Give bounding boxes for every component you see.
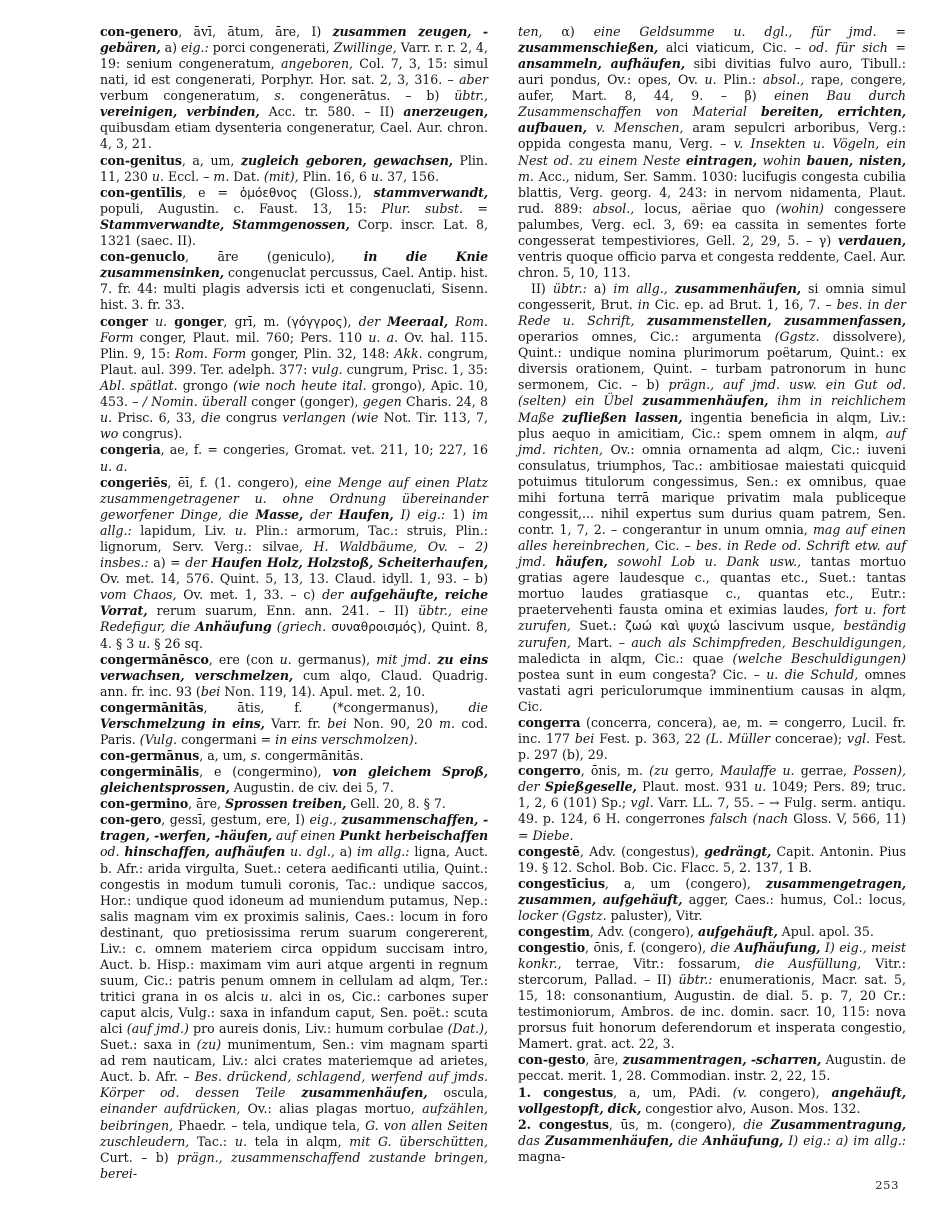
dictionary-entry: congerra (concerra, concera), ae, m. = congerro, Lucil. fr. inc. 177 bei Fest. p. 363, 22 (L. Müller concerae); vgl. Fest. p. 297 (b), 29. (518, 715, 906, 763)
dictionary-entry: con-gentīlis, e = ὁμόεθνος (Gloss.), stammverwandt, populi, Augustin. c. Faust. 13, 15: Plur. subst. = Stammverwandte, Stammgenossen, Corp. inscr. Lat. 8, 1321 (saec. II). (100, 184, 488, 249)
dictionary-entry: congerro, ōnis, m. (zu gerro, Maulaffe u. gerrae, Possen), der Spießgeselle, Plaut. most. 931 u. 1049; Pers. 89; truc. 1, 2, 6 (101) Sp.; vgl. Varr. LL. 7, 55. – → Fulg. serm. antiqu. 49. p. 124, 6 H. congerrones falsch (nach Gloss. V, 566, 11) = Diebe. (518, 763, 906, 843)
dictionary-entry: congerminālis, e (congermino), von gleichem Sproß, gleichentsprossen, Augustin. de civ. dei 5, 7. (100, 764, 488, 796)
dictionary-entry: congermānēsco, ere (con u. germanus), mit jmd. zu eins verwachsen, verschmelzen, cum alqo, Claud. Quadrig. ann. fr. inc. 93 (bei Non. 119, 14). Apul. met. 2, 10. (100, 651, 489, 699)
dictionary-entry: con-germino, āre, Sprossen treiben, Gell. 20, 8. § 7. (100, 796, 446, 812)
dictionary-entry: congestio, ōnis, f. (congero), die Aufhäufung, I) eig., meist konkr., terrae, Vitr.: fossarum, die Ausfüllung, Vitr.: stercorum, Pallad. – II) übtr.: enumerationis, Macr. sat. 5, 15, 18: consonantium, Augustin. de dial. 5. p. 7, 20 Cr.: testimoniorum, Ambros. de inc. domin. sacr. 10, 115: nova prorsus fuit honorum deferendorum et insperata congestio, Mamert. grat. act. 22, 3. (518, 939, 907, 1052)
dictionary-entry: con-gero, gessī, gestum, ere, I) eig., zusammenschaffen, -tragen, -werfen, -häufen, auf einen Punkt herbeischaffen od. hinschaffen, aufhäufen u. dgl., a) im allg.: ligna, Auct. b. Afr.: arida virgulta, Suet.: cetera aedificanti utilia, Quint.: congestis in modum tumuli coronis, Tac.: undique saccos, Hor.: undique quod idoneum ad muniendum putamus, Nep.: salis magnam vim ex proximis salinis, Caes.: locum in foro destinant, quo pretiosissima rerum suarum congererent, Liv.: c. omnem materiem circa oppidum succisam intro, Auct. b. Hisp.: maximam vim auri atque argenti in regnum suum, Cic.: patris penum omnem in cellulam ad alqm, Ter.: tritici grana in os alcis u. alci in os, Cic.: carbones super caput alcis, Vulg.: saxa in infandum caput, Sen. poët.: scuta alci (auf jmd.) pro aureis donis, Liv.: humum corbulae (Dat.), Suet.: saxa in (zu) munimentum, Sen.: vim magnam sparti ad rem nauticam, Liv.: alci crates materiemque ad arietes, Auct. b. Afr. – Bes. drückend, schlagend, werfend auf jmds. Körper od. dessen Teile zusammenhäufen, oscula, einander aufdrücken, Ov.: alias plagas mortuo, aufzählen, beibringen, Phaedr. – tela, undique tela, G. von allen Seiten zuschleudern, Tac.: u. tela in alqm, mit G. überschütten, Curt. – b) prägn., zusammenschaffend zustande bringen, berei- (100, 812, 489, 1181)
right-text-column (518, 24, 906, 1165)
page-number: 253 (875, 1178, 899, 1192)
dictionary-entry: conger u. gonger, grī, m. (γόγγρος), der Meeraal, Rom. Form conger, Plaut. mil. 760; Pers. 110 u. a. Ov. hal. 115. Plin. 9, 15: Rom. Form gonger, Plin. 32, 148: Akk. congrum, Plaut. aul. 399. Ter. adelph. 377: vulg. cungrum, Prisc. 1, 35: Abl. spätlat. grongo (wie noch heute ital. grongo), Apic. 10, 453. – / Nomin. überall conger (gonger), gegen Charis. 24, 8 u. Prisc. 6, 33, die congrus verlangen (wie Not. Tir. 113, 7, wo congrus). (100, 313, 489, 442)
dictionary-entry: ten, α) eine Geldsumme u. dgl., für jmd. = zusammenschießen, alci viaticum, Cic. – od. für sich = ansammeln, aufhäufen, sibi divitias fulvo auro, Tibull.: auri pondus, Ov.: opes, Ov. u. Plin.: absol., rape, congere, aufer, Mart. 8, 44, 9. – β) einen Bau durch Zusammenschaffen von Material bereiten, errichten, aufbauen, v. Menschen, aram sepulcri arboribus, Verg.: oppida congesta manu, Verg. – v. Insekten u. Vögeln, ein Nest od. zu einem Neste eintragen, wohin bauen, nisten, m. Acc., nidum, Ser. Samm. 1030: lucifugis congesta cubilia blattis, Verg. georg. 4, 243: in nervom nidamenta, Plaut. rud. 889: absol., locus, aëriae quo (wohin) congessere palumbes, Verg. ecl. 3, 69: ea cassita in sementes forte congesserat tempestiviores, Gell. 2, 29, 5. – γ) verdauen, ventris quoque officio parva et congesta reddente, Cael. Aur. chron. 5, 10, 113. (518, 24, 907, 280)
dictionary-entry: congestīcius, a, um (congero), zusammengetragen, zusammen, aufgehäuft, agger, Caes.: humus, Col.: locus, locker (Ggstz. paluster), Vitr. (518, 875, 906, 923)
dictionary-entry: 2. congestus, ūs, m. (congero), die Zusammentragung, das Zusammenhäufen, die Anhäufung, I) eig.: a) im allg.: magna- (518, 1116, 906, 1164)
left-text-column (100, 24, 488, 1182)
dictionary-entry: 1. congestus, a, um, PAdi. (v. congero), angehäuft, vollgestopft, dick, congestior alvo, Auson. Mos. 132. (518, 1084, 906, 1116)
dictionary-entry: congestim, Adv. (congero), aufgehäuft, Apul. apol. 35. (518, 923, 874, 939)
dictionary-entry: congestē, Adv. (congestus), gedrängt, Capit. Antonin. Pius 19. § 12. Schol. Bob. Cic. Flacc. 5, 2. 137, 1 B. (518, 843, 907, 875)
two-column-body (100, 24, 907, 1182)
dictionary-entry: con-genitus, a, um, zugleich geboren, gewachsen, Plin. 11, 230 u. Eccl. – m. Dat. (mit), Plin. 16, 6 u. 37, 156. (100, 152, 488, 184)
dictionary-entry: con-genero, āvī, ātum, āre, I) zusammen zeugen, -gebären, a) eig.: porci congenerati, Zwillinge, Varr. r. r. 2, 4, 19: senium congeneratum, angeboren, Col. 7, 3, 15: simul nati, id est congenerati, Porphyr. Hor. sat. 2, 3, 316. – aber verbum congeneratum, s. congenerātus. – b) übtr., vereinigen, verbinden, Acc. tr. 580. – II) anerzeugen, quibusdam etiam dysenteria congeneratur, Cael. Aur. chron. 4, 3, 21. (100, 24, 489, 152)
dictionary-entry: congeria, ae, f. = congeries, Gromat. vet. 211, 10; 227, 16 u. a. (100, 442, 488, 474)
dictionary-entry: con-genuclo, āre (geniculo), in die Knie zusammensinken, congenuclat percussus, Cael. Antip. hist. 7. fr. 44: multi plagis adversis icti et congenuclati, Sisenn. hist. 3. fr. 33. (100, 249, 488, 313)
dictionary-entry: congeriēs, ēī, f. (1. congero), eine Menge auf einen Platz zusammengetragener u. ohne Ordnung übereinander geworfener Dinge, die Masse, der Haufen, I) eig.: 1) im allg.: lapidum, Liv. u. Plin.: armorum, Tac.: struis, Plin.: lignorum, Serv. Verg.: silvae, H. Waldbäume, Ov. – 2) insbes.: a) = der Haufen Holz, Holzstoß, Scheiterhaufen, Ov. met. 14, 576. Quint. 5, 13, 13. Claud. idyll. 1, 93. – b) vom Chaos, Ov. met. 1, 33. – c) der aufgehäufte, reiche Vorrat, rerum suarum, Enn. ann. 241. – II) übtr., eine Redefigur, die Anhäufung (griech. συναθροισμός), Quint. 8, 4. § 3 u. § 26 sq. (100, 474, 489, 651)
dictionary-entry: con-germānus, a, um, s. congermānitās. (100, 748, 364, 764)
dictionary-entry: II) übtr.: a) im allg., zusammenhäufen, si omnia simul congesserit, Brut. in Cic. ep. ad Brut. 1, 16, 7. – bes. in der Rede u. Schrift, zusammenstellen, zusammenfassen, operarios omnes, Cic.: argumenta (Ggstz. dissolvere), Quint.: undique nomina plurimorum poëtarum, Quint.: ex diversis orationem, Quint. – turbam patronorum in hunc sermonem, Cic. – b) prägn., auf jmd. usw. ein Gut od. (selten) ein Übel zusammenhäufen, ihm in reichlichem Maße zufließen lassen, ingentia beneficia in alqm, Liv.: plus aequo in amicitiam, Cic.: spem omnem in alqm, auf jmd. richten, Ov.: omnia ornamenta ad alqm, Cic.: iuveni consulatus, triumphos, Tac.: ambitiosae maiestati quicquid potuimus titulorum congessimus, Sen.: ex omnibus, quae mihi fortuna terrā marique privatim mala publiceque congessit,... nihil expertus sum durius quam patrem, Sen. contr. 1, 7, 2. – congerantur in unum omnia, mag auf einen alles hereinbrechen, Cic. – bes. in Rede od. Schrift etw. auf jmd. häufen, sowohl Lob u. Dank usw., tantas mortuo gratias agere laudesque c., quantas etc., Suet.: tantas mortuo laudes gratiasque c., quantas etc., Eutr.: praetervehenti fausta omina et eximias laudes, fort u. fort zurufen, Suet.: ζωώ καὶ ψυχώ lascivum usque, beständig zurufen, Mart. – auch als Schimpfreden, Beschuldigungen, maledicta in alqm, Cic.: quae (welche Beschuldigungen) postea sunt in eum congesta? Cic. – u. die Schuld, omnes vastati agri periculorumque imminentium causas in alqm, Cic. (518, 281, 907, 715)
dictionary-entry: congermānitās, ātis, f. (*congermanus), die Verschmelzung in eins, Varr. fr. bei Non. 90, 20 m. cod. Paris. (Vulg. congermani = in eins verschmolzen). (100, 699, 488, 748)
dictionary-entry: con-gesto, āre, zusammentragen, -scharren, Augustin. de peccat. merit. 1, 28. Commodian. instr. 2, 22, 15. (518, 1052, 906, 1084)
